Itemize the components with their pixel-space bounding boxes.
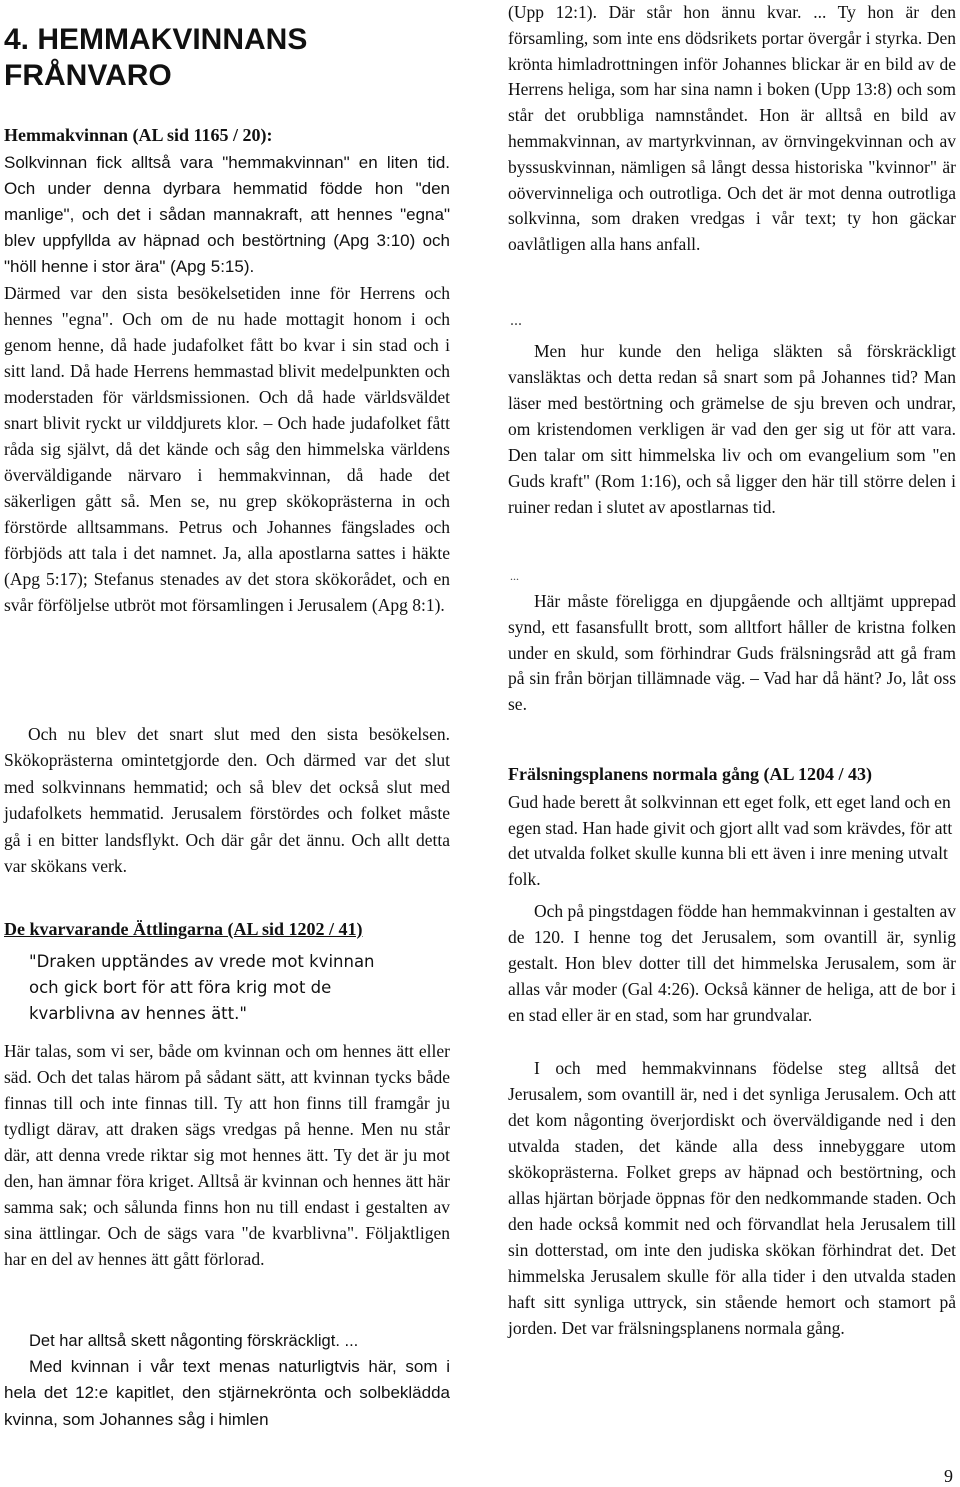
paragraph: Därmed var den sista besökelsetiden inne för Herrens och hennes "egna". Och om de nu hade mottagit honom i och genom henne, då hade judafolket fått bo kvar i sin stad och i sitt land. Då hade Herrens hemmastad blivit medelpunkten och moderstaden för världsmissionen. Och då hade världsväldet snart blivit ryckt ur vilddjurets klor. – Och hade judafolket fått råda sig självt, då det kände och såg den himmelska världens överväldigande närvaro i hemmakvinnan, då hade det säkerligen gått så. Men se, nu grep skökoprästerna in och förstörde alltsammans. Petrus och Johannes fängslades och förbjöds att tala i det namnet. Ja, alla apostlarna sattes i häkte (Apg 5:17); Stefanus stenades av det stora skökorådet, och en svår förföljelse utbröt mot församlingen i Jerusalem (Apg 8:1).	[4, 283, 450, 615]
paragraph: Här talas, som vi ser, både om kvinnan och om hennes ätt eller säd. Och det talas härom på sådant sätt, att kvinnan tycks både finnas till och inte finnas till. Ty att hon finns till framgår ju tydligt därav, att draken sägs vredgas på henne. Men nu står där, att denna vrede riktar sig mot hennes ätt. Ty det är ju mot den, han ämnar föra kriget. Alltså är kvinnan och hennes ätt här samma sak; och sålunda finns hon nu till endast i gestalten av sina ättlingar. Och de sägs vara "de kvarblivna". Följaktligen har en del av hennes ätt gått förlorad.	[4, 1041, 450, 1269]
ellipsis: ...	[510, 312, 522, 329]
chapter-title: 4. HEMMAKVINNANS FRÅNVARO	[4, 23, 308, 92]
section-heading-frälsningsplanen: Frälsningsplanens normala gång (AL 1204 / 43)	[508, 764, 873, 784]
quote-line: och gick bort för att föra krig mot de	[29, 978, 332, 997]
paragraph: Och på pingstdagen födde han hemmakvinnan i gestalten av de 120. I henne tog det Jerusalem, som ovantill är, synlig gestalt. Hon blev dotter till det himmelska Jerusalem, som är allas vår moder (Gal 4:26). Också känner de heliga, att de bor i en stad eller är en stad, som har grundvalar.	[508, 901, 956, 1025]
paragraph: Med kvinnan i vår text menas naturligtvis här, som i hela det 12:e kapitlet, den stjärnekrönta och solbeklädda kvinna, som Johannes såg i himlen	[4, 1357, 450, 1429]
paragraph: Men hur kunde den heliga släkten så förskräckligt vansläktas och detta redan så snart som på Johannes tid? Man läser med bestörtning och grämelse de sju breven och undrar, om kristendomen verkligen är vad den ger sig ut för att vara. Den talar om sitt himmelska liv och om evangelium som "en Guds kraft" (Rom 1:16), och så ligger den här till större delen i ruiner redan i slutet av apostlarnas tid.	[508, 341, 956, 517]
paragraph: (Upp 12:1). Där står hon ännu kvar. ... Ty hon är den församling, som inte ens dödsrikets portar övergår i styrka. Den krönta himladrottningen inför Johannes blickar är en bild av de Herrens heliga, som har sina namn i boken (Upp 13:8) och som står det orubbliga namnståndet. Hon är alltså en bild av hemmakvinnan, av martyrkvinnan, av örnvingekvinnan och av byssuskvinnan, nämligen så långt dessa historiska "kvinnor" är oövervinneliga och outrotliga. Och det är mot denna outrotliga solkvinna, som draken vredgas i vår text; ty hon gäckar oavlåtligen alla hans anfall.	[508, 2, 956, 255]
section-heading-hemmakvinnan: Hemmakvinnan (AL sid 1165 / 20):	[4, 125, 273, 145]
paragraph: Solkvinnan fick alltså vara "hemmakvinnan" en liten tid. Och under denna dyrbara hemmatid födde hon "den manlige", och det i sådan mannakraft, att hennes "egna" blev uppfyllda av häpnad och bestörtning (Apg 3:10) och "höll henne i stor ära" (Apg 5:15).	[4, 153, 450, 277]
bible-quote	[29, 949, 449, 1027]
ellipsis: ...	[510, 569, 519, 583]
section-heading-kvarvarande: De kvarvarande Ättlingarna (AL sid 1202 / 41)	[4, 919, 363, 939]
page-number: 9	[944, 1466, 953, 1486]
paragraph: Och nu blev det snart slut med den sista besökelsen. Skökoprästerna omintetgjorde den. Och därmed var det slut med solkvinnans hemmatid; och så blev det också slut med judafolkets hemmatid. Jerusalem förstördes och folket måste gå i en bitter landsflykt. Och där går det ännu. Och allt detta var skökans verk.	[4, 724, 450, 877]
paragraph: I och med hemmakvinnans födelse steg alltså det Jerusalem, som ovantill är, ned i det synliga Jerusalem. Och att det kom någonting överjordiskt och överväldigande ned i den utvalda staden, det kände alla dess innebyggare utom skökoprästerna. Folket greps av häpnad och bestörtning, och allas hjärtan började öppnas för den nedkommande staden. Och den hade också kommit ned och förvandlat hela Jerusalem till sin dotterstad, om inte den judiska skökan förhindrat det. Det himmelska Jerusalem skulle för alla tider i den utvalda staden haft sitt synliga uttryck, sin stående hemort och stamort på jorden. Det var frälsningsplanens normala gång.	[508, 1058, 956, 1338]
quote-line: "Draken upptändes av vrede mot kvinnan	[29, 952, 375, 971]
paragraph: Här måste föreligga en djupgående och alltjämt upprepad synd, ett fasansfullt brott, som alltfort håller de kristna folken under en skuld, som förhindrar Guds frälsningsråd att gå fram på sin från början tillämnade väg. – Vad har då hänt? Jo, låt oss se.	[508, 591, 956, 715]
paragraph: Det har alltså skett någonting förskräckligt. ...	[29, 1332, 359, 1350]
quote-line: kvarblivna av hennes ätt."	[29, 1004, 247, 1023]
paragraph: Gud hade berett åt solkvinnan ett eget folk, ett eget land och en egen stad. Han hade givit och gjort allt vad som krävdes, för att det utvalda folket skulle kunna bli ett även i inre mening utvalt folk.	[508, 792, 953, 889]
